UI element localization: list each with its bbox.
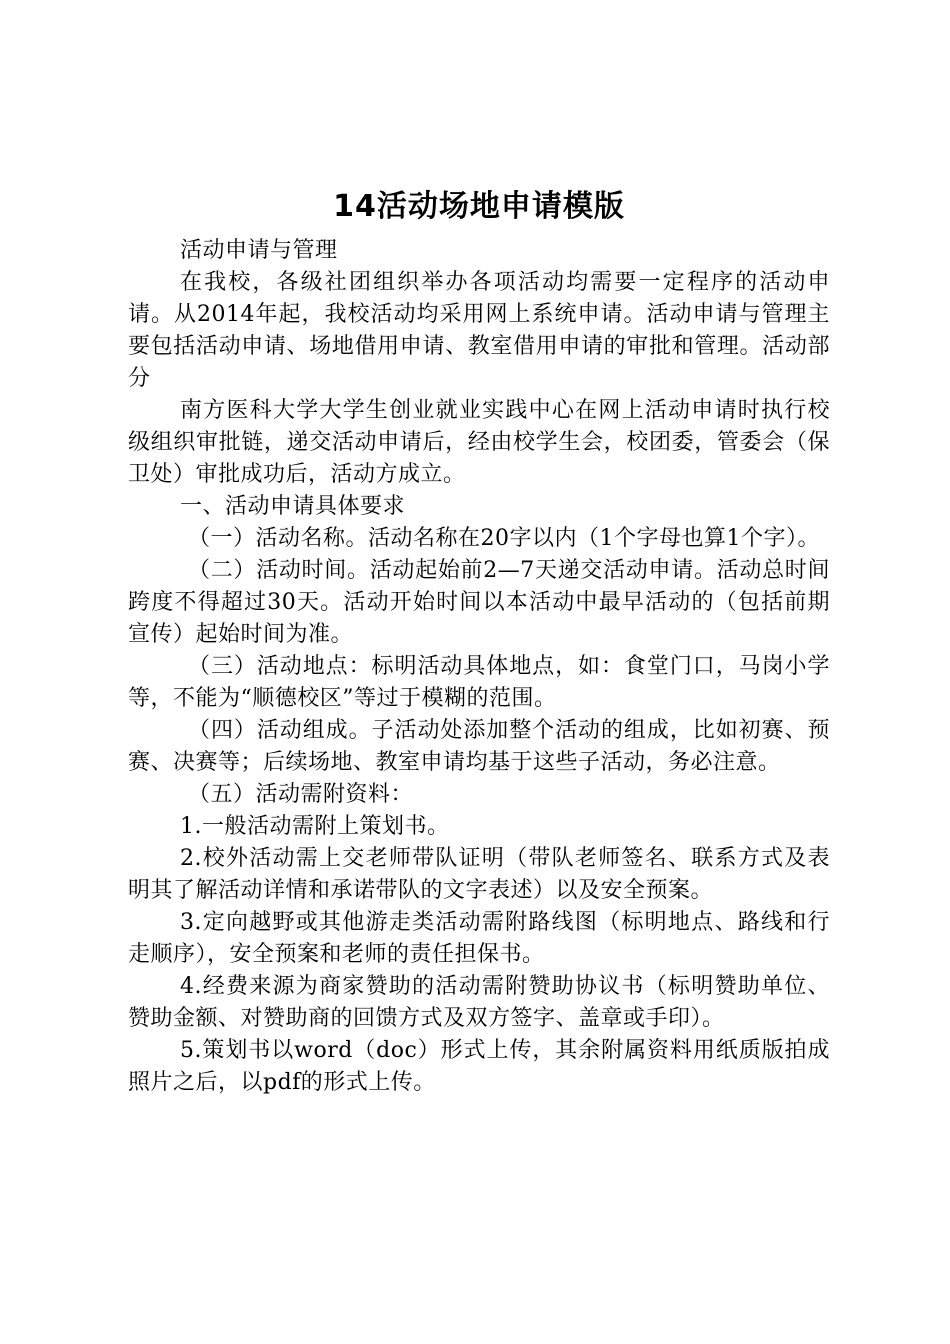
list-item: 1.一般活动需附上策划书。 (180, 814, 450, 839)
list-item: 2.校外活动需上交老师带队证明（带队老师签名、联系方式及表明其了解活动详情和承诺带队的文字表述）以及安全预案。 (128, 846, 830, 903)
paragraph-intro: 在我校，各级社团组织举办各项活动均需要一定程序的活动申请。从2014年起，我校活动均采用网上系统申请。活动申请与管理主要包括活动申请、场地借用申请、教室借用申请的审批和管理。活动部分 (128, 270, 830, 391)
list-item: 5.策划书以word（doc）形式上传，其余附属资料用纸质版拍成照片之后，以pdf的形式上传。 (128, 1038, 830, 1095)
requirement-materials: （五）活动需附资料： (188, 782, 414, 807)
section-heading: 一、活动申请具体要求 (180, 494, 406, 519)
document-title: 14活动场地申请模版 (333, 189, 625, 224)
list-item: 3.定向越野或其他游走类活动需附路线图（标明地点、路线和行走顺序），安全预案和老师的责任担保书。 (128, 910, 830, 967)
list-item: 4.经费来源为商家赞助的活动需附赞助协议书（标明赞助单位、赞助金额、对赞助商的回馈方式及双方签字、盖章或手印）。 (128, 974, 830, 1031)
requirement-time: （二）活动时间。活动起始前2—7天递交活动申请。活动总时间跨度不得超过30天。活动开始时间以本活动中最早活动的（包括前期宣传）起始时间为准。 (128, 558, 830, 647)
requirement-composition: （四）活动组成。子活动处添加整个活动的组成，比如初赛、预赛、决赛等；后续场地、教室申请均基于这些子活动，务必注意。 (128, 718, 830, 775)
paragraph-approval-chain: 南方医科大学大学生创业就业实践中心在网上活动申请时执行校级组织审批链，递交活动申请后，经由校学生会，校团委，管委会（保卫处）审批成功后，活动方成立。 (128, 398, 830, 487)
document-page (128, 183, 830, 1099)
requirement-location: （三）活动地点：标明活动具体地点，如：食堂门口，马岗小学等，不能为“顺德校区”等过于模糊的范围。 (128, 654, 830, 711)
paragraph-subtitle: 活动申请与管理 (180, 238, 338, 263)
requirement-name: （一）活动名称。活动名称在20字以内（1个字母也算1个字）。 (188, 526, 820, 551)
